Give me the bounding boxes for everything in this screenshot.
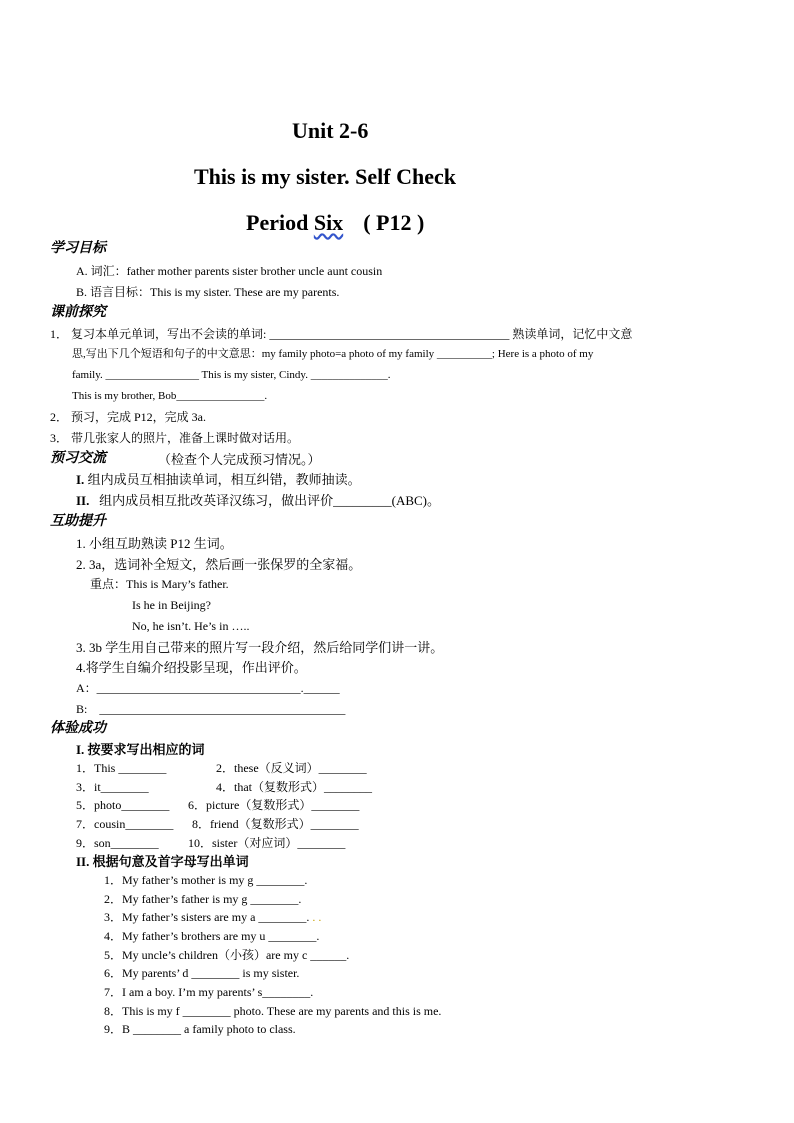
help-line-3: 3. 3b 学生用自己带来的照片写一段介绍，然后给同学们讲一讲。 bbox=[76, 640, 444, 655]
key-point-2: Is he in Beijing? bbox=[132, 598, 211, 612]
preview-line-4: This is my brother, Bob________________. bbox=[72, 390, 268, 402]
goal-vocabulary: A. 词汇：father mother parents sister brother uncle aunt cousin bbox=[76, 264, 383, 278]
exchange-item-1-num: I. bbox=[76, 472, 85, 487]
part1-item: 4．that（复数形式）________ bbox=[216, 780, 372, 794]
part1-item: 8．friend（复数形式）________ bbox=[192, 817, 359, 831]
part1-item: 10．sister（对应词）________ bbox=[188, 836, 346, 850]
part2-item: 8．This is my f ________ photo. These are my parents and this is me. bbox=[104, 1004, 442, 1018]
help-line-2: 2. 3a，选词补全短文，然后画一张保罗的全家福。 bbox=[76, 557, 362, 572]
part2-item: 9．B ________ a family photo to class. bbox=[104, 1022, 296, 1036]
preview-line-5: 2． 预习，完成 P12，完成 3a. bbox=[50, 410, 207, 424]
part1-item: 7．cousin________ bbox=[76, 817, 174, 831]
exchange-item-2-num: II. bbox=[76, 493, 90, 508]
answer-a-label: A： bbox=[76, 681, 97, 695]
section-title-success: 体验成功 bbox=[50, 721, 106, 736]
exchange-item-1-text: 组内成员互相抽读单词，相互纠错，教师抽读。 bbox=[87, 472, 361, 487]
part2-item-text: 3．My father’s sisters are my a ________. bbox=[104, 910, 310, 924]
exchange-item-2 bbox=[76, 494, 440, 507]
period-suffix: ( P12 ) bbox=[363, 210, 425, 235]
key-point-3: No, he isn’t. He’s in ….. bbox=[132, 619, 250, 633]
decorative-dots: . . bbox=[312, 910, 322, 924]
part1-item: 5．photo________ bbox=[76, 798, 170, 812]
part2-item: 1．My father’s mother is my g ________. bbox=[104, 873, 308, 887]
key-points bbox=[90, 578, 229, 590]
period-title bbox=[246, 212, 424, 234]
part1-item: 6．picture（复数形式）________ bbox=[188, 798, 360, 812]
goal-language: B. 语言目标：This is my sister. These are my parents. bbox=[76, 285, 340, 299]
section-title-mutual-help: 互助提升 bbox=[50, 514, 106, 529]
part2-item: 6．My parents’ d ________ is my sister. bbox=[104, 966, 300, 980]
exchange-note: （检查个人完成预习情况。） bbox=[158, 452, 321, 467]
preview-line-2: 思,写出下几个短语和句子的中文意思：my family photo=a photo of my family __________; Here is a photo of my bbox=[72, 348, 594, 360]
part1-item: 3．it________ bbox=[76, 780, 149, 794]
unit-title: Unit 2-6 bbox=[292, 118, 369, 143]
part1-item: 2．these（反义词）________ bbox=[216, 761, 367, 775]
preview-line-6: 3． 带几张家人的照片，准备上课时做对话用。 bbox=[50, 431, 300, 445]
answer-a-line: __________________________________.______ bbox=[96, 681, 340, 695]
answer-b bbox=[76, 703, 345, 715]
part2-item: 2．My father’s father is my g ________. bbox=[104, 892, 302, 906]
key-point-1: This is Mary’s father. bbox=[126, 577, 229, 591]
part1-item: 1．This ________ bbox=[76, 761, 167, 775]
answer-b-line: _________________________________________ bbox=[99, 702, 346, 716]
part1-item: 9．son________ bbox=[76, 836, 159, 850]
part1-title: I. 按要求写出相应的词 bbox=[76, 742, 205, 757]
section-title-preview: 课前探究 bbox=[50, 305, 106, 320]
part2-item: 7．I am a boy. I’m my parents’ s________. bbox=[104, 985, 314, 999]
key-label: 重点： bbox=[90, 577, 127, 591]
answer-b-label: B: bbox=[76, 702, 88, 716]
part2-item bbox=[104, 911, 321, 923]
section-title-goals: 学习目标 bbox=[50, 241, 106, 256]
part2-item: 4．My father’s brothers are my u ________. bbox=[104, 929, 320, 943]
period-prefix: Period bbox=[246, 210, 314, 235]
help-line-4: 4.将学生自编介绍投影呈现，作出评价。 bbox=[76, 660, 307, 675]
help-line-1: 1. 小组互助熟读 P12 生词。 bbox=[76, 536, 233, 551]
part2-item: 5．My uncle’s children（小孩）are my c ______. bbox=[104, 948, 350, 962]
answer-a bbox=[76, 682, 340, 694]
exchange-item-1 bbox=[76, 473, 361, 486]
period-word: Six bbox=[313, 210, 344, 235]
lesson-title: This is my sister. Self Check bbox=[194, 164, 456, 189]
exchange-item-2-text: 组内成员相互批改英译汉练习，做出评价_________(ABC)。 bbox=[99, 493, 441, 508]
section-title-exchange: 预习交流 bbox=[50, 451, 106, 466]
part2-title: II. 根据句意及首字母写出单词 bbox=[76, 854, 249, 869]
preview-line-1: 1． 复习本单元单词，写出不会读的单词: ________________________________________ 熟读单词，记忆中文意 bbox=[50, 327, 633, 341]
preview-line-3: family. _________________ This is my sister, Cindy. ______________. bbox=[72, 369, 391, 381]
